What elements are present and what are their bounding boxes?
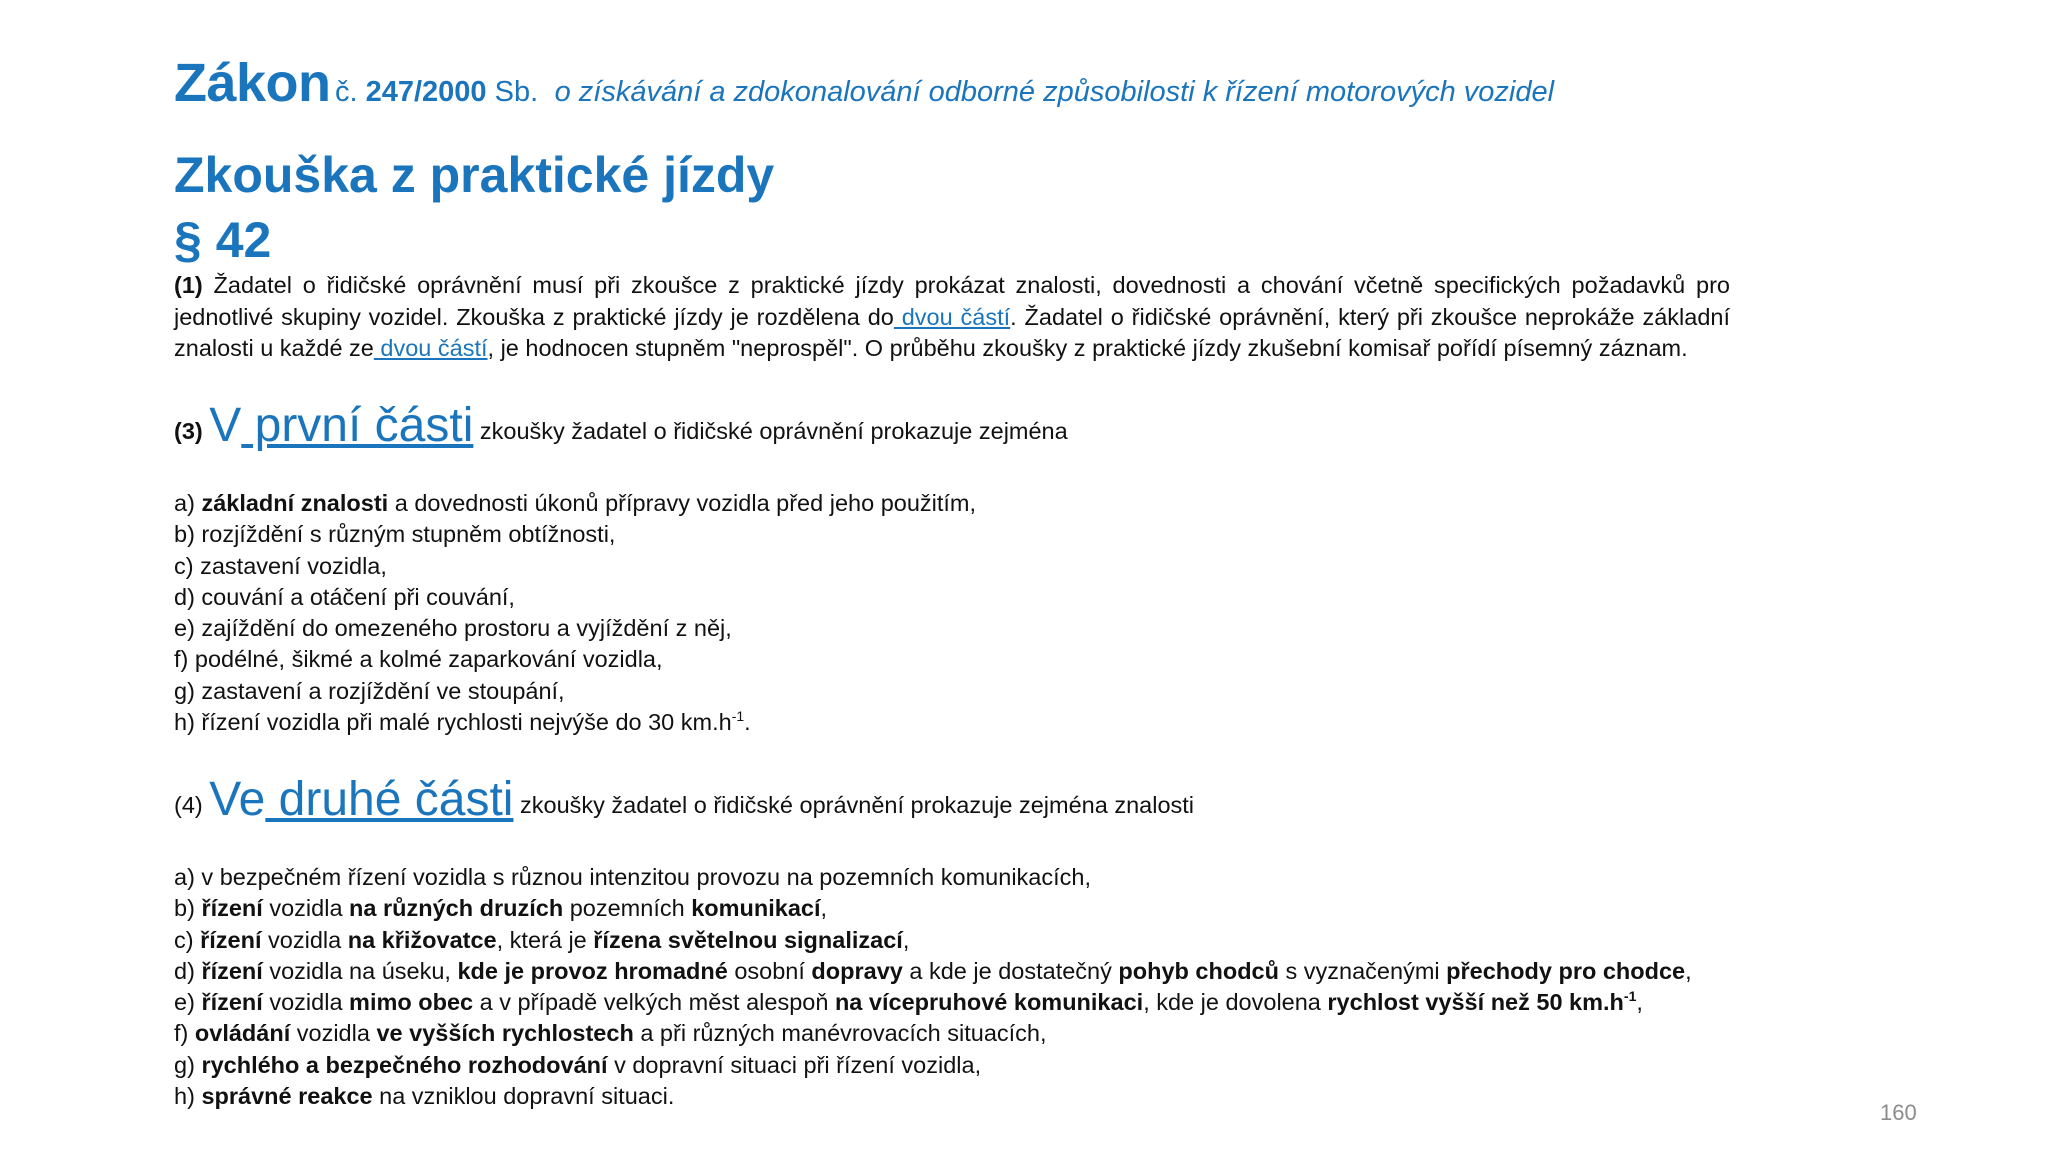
list-paragraph-3	[174, 488, 976, 738]
paragraph-label: (1)	[174, 272, 203, 298]
list-item: c) řízení vozidla na křižovatce, která je řízena světelnou signalizací,	[174, 926, 910, 953]
page-number: 160	[1880, 1100, 1917, 1125]
paragraph-label: (4)	[174, 792, 203, 818]
link-dvou-casti-2[interactable]: dvou částí	[373, 335, 488, 361]
list-item: d) couvání a otáčení při couvání,	[174, 583, 515, 610]
list-item: h) řízení vozidla při malé rychlosti nejvýše do 30 $km.h^{-1}$.	[174, 708, 751, 736]
section-number: § 42	[174, 212, 272, 268]
law-name: o získávání a zdokonalování odborné způsobilosti k řízení motorových vozidel	[554, 76, 1555, 108]
law-word: Zákon	[174, 53, 331, 113]
list-item: d) řízení vozidla na úseku, kde je provoz hromadné osobní dopravy a kde je dostatečný pohyb chodců s vyznačenými přechody pro chodce,	[174, 957, 1692, 984]
list-item: f) ovládání vozidla ve vyšších rychlostech a při různých manévrovacích situacích,	[174, 1020, 1047, 1047]
list-paragraph-4	[174, 862, 1692, 1112]
paragraph-4-heading: (4) Ve druhé části zkoušky žadatel o řidičské oprávnění prokazuje zejména znalosti	[174, 773, 1195, 826]
link-druhe-casti[interactable]: druhé části	[265, 773, 514, 826]
link-prvni-casti[interactable]: první části	[241, 399, 474, 452]
list-item: b) řízení vozidla na různých druzích pozemních komunikací,	[174, 895, 828, 922]
list-item: h) správné reakce na vzniklou dopravní situaci.	[174, 1083, 675, 1110]
list-item: e) řízení vozidla mimo obec a v případě velkých měst alespoň na vícepruhové komunikaci, kde je dovolena rychlost vyšší než 50 $km.h^{-1}$,	[174, 988, 1643, 1016]
list-item: a) základní znalosti a dovednosti úkonů přípravy vozidla před jeho použitím,	[174, 490, 977, 516]
paragraph-1: (1) Žadatel o řidičské oprávnění musí při zkoušce z praktické jízdy prokázat znalosti, dovednosti a chování včetně specifických požadavků pro jednotlivé skupiny vozidel. Zkouška z praktické jízdy je rozdělena do dvou částí. Žadatel o řidičské oprávnění, který při zkoušce neprokáže základní znalosti u každé ze dvou částí, je hodnocen stupněm "neprospěl". O průběhu zkoušky z praktické jízdy zkušební komisař pořídí písemný záznam.	[174, 272, 1730, 361]
law-number: č. 247/2000 Sb.	[334, 76, 539, 108]
link-dvou-casti-1[interactable]: dvou částí	[893, 303, 1011, 330]
list-item: e) zajíždění do omezeného prostoru a vyjíždění z něj,	[174, 615, 732, 642]
list-item: b) rozjíždění s různým stupněm obtížnosti,	[174, 521, 616, 548]
list-item: a) v bezpečném řízení vozidla s různou intenzitou provozu na pozemních komunikacích,	[174, 864, 1091, 890]
list-item: f) podélné, šikmé a kolmé zaparkování vozidla,	[174, 646, 663, 673]
paragraph-3-heading: (3) V první části zkoušky žadatel o řidičské oprávnění prokazuje zejména	[174, 399, 1068, 452]
list-item: g) rychlého a bezpečného rozhodování v dopravní situaci při řízení vozidla,	[174, 1051, 982, 1078]
page-title: Zkouška z praktické jízdy	[174, 147, 775, 203]
paragraph-label: (3)	[174, 418, 203, 444]
law-header	[174, 52, 1554, 114]
list-item: c) zastavení vozidla,	[174, 552, 387, 579]
list-item: g) zastavení a rozjíždění ve stoupání,	[174, 677, 565, 704]
